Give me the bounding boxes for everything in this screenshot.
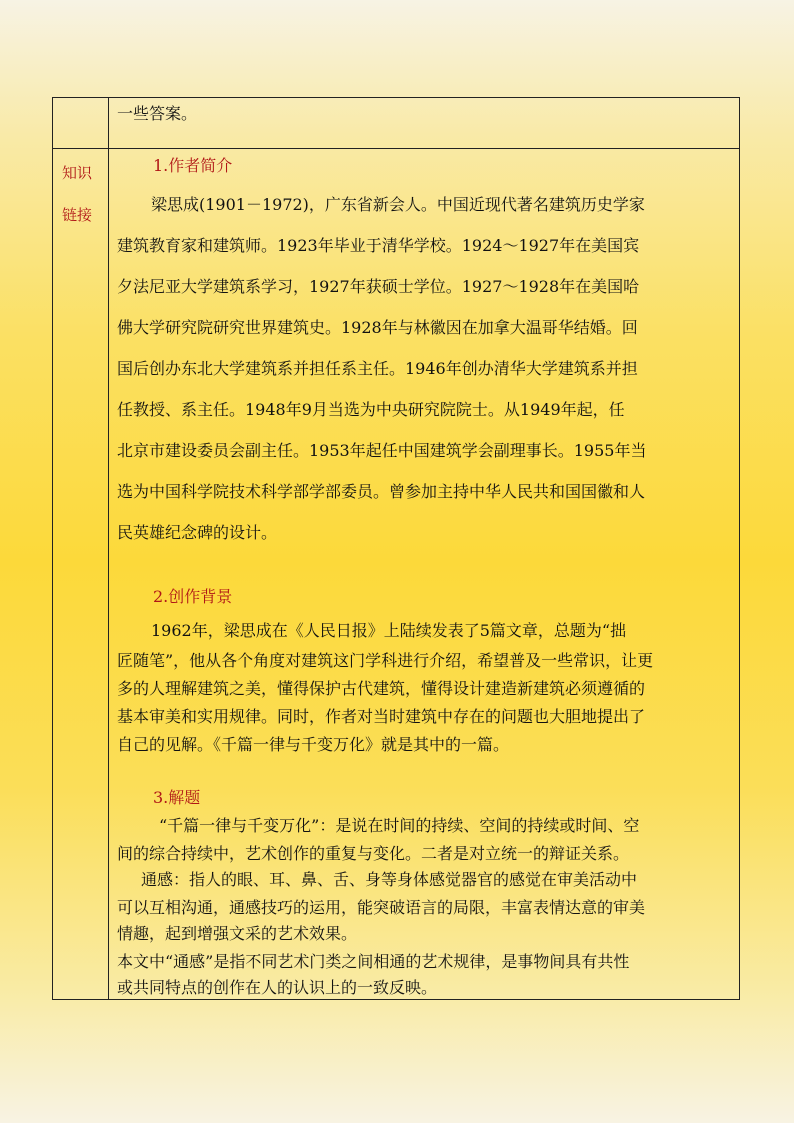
section2-heading: 2.创作背景: [153, 587, 233, 606]
section2-line: 1962年，梁思成在《人民日报》上陆续发表了5篇文章，总题为“拙: [151, 621, 627, 640]
section3-line: “千篇一律与千变万化”：是说在时间的持续、空间的持续或时间、空: [159, 816, 640, 835]
side-label-line1: 知识: [62, 164, 93, 182]
document-table: [52, 97, 740, 1000]
section1-line: 选为中国科学院技术科学部学部委员。曾参加主持中华人民共和国国徽和人: [117, 482, 646, 501]
section1-line: 梁思成(1901－1972)，广东省新会人。中国近现代著名建筑历史学家: [151, 195, 645, 214]
section3-line: 情趣，起到增强文采的艺术效果。: [117, 924, 358, 943]
section1-line: 北京市建设委员会副主任。1953年起任中国建筑学会副理事长。1955年当: [117, 441, 647, 460]
section1-line: 建筑教育家和建筑师。1923年毕业于清华学校。1924～1927年在美国宾: [117, 236, 640, 255]
section1-line: 佛大学研究院研究世界建筑史。1928年与林徽因在加拿大温哥华结婚。回: [117, 318, 638, 337]
section3-line: 可以互相沟通，通感技巧的运用，能突破语言的局限，丰富表情达意的审美: [117, 898, 646, 917]
section1-heading: 1.作者简介: [153, 156, 233, 175]
top-row-text: 一些答案。: [117, 104, 198, 123]
section2-line: 匠随笔”，他从各个角度对建筑这门学科进行介绍，希望普及一些常识，让更: [117, 651, 654, 670]
section1-line: 夕法尼亚大学建筑系学习，1927年获硕士学位。1927～1928年在美国哈: [117, 277, 640, 296]
column-divider: [108, 98, 109, 999]
section3-line: 或共同特点的创作在人的认识上的一致反映。: [117, 978, 438, 997]
section1-line: 国后创办东北大学建筑系并担任系主任。1946年创办清华大学建筑系并担: [117, 359, 638, 378]
section3-heading: 3.解题: [153, 788, 201, 807]
row-divider: [53, 148, 739, 149]
side-label-line2: 链接: [62, 206, 93, 224]
section3-line: 间的综合持续中，艺术创作的重复与变化。二者是对立统一的辩证关系。: [117, 844, 630, 863]
section2-line: 自己的见解。《千篇一律与千变万化》就是其中的一篇。: [117, 735, 510, 754]
section2-line: 基本审美和实用规律。同时，作者对当时建筑中存在的问题也大胆地提出了: [117, 707, 646, 726]
section2-line: 多的人理解建筑之美，懂得保护古代建筑，懂得设计建造新建筑必须遵循的: [117, 679, 646, 698]
section3-line: 本文中“通感”是指不同艺术门类之间相通的艺术规律，是事物间具有共性: [117, 952, 630, 971]
section1-line: 民英雄纪念碑的设计。: [117, 523, 278, 542]
section1-line: 任教授、系主任。1948年9月当选为中央研究院院士。从1949年起，任: [117, 400, 625, 419]
section3-line: 通感：指人的眼、耳、鼻、舌、身等身体感觉器官的感觉在审美活动中: [141, 870, 638, 889]
